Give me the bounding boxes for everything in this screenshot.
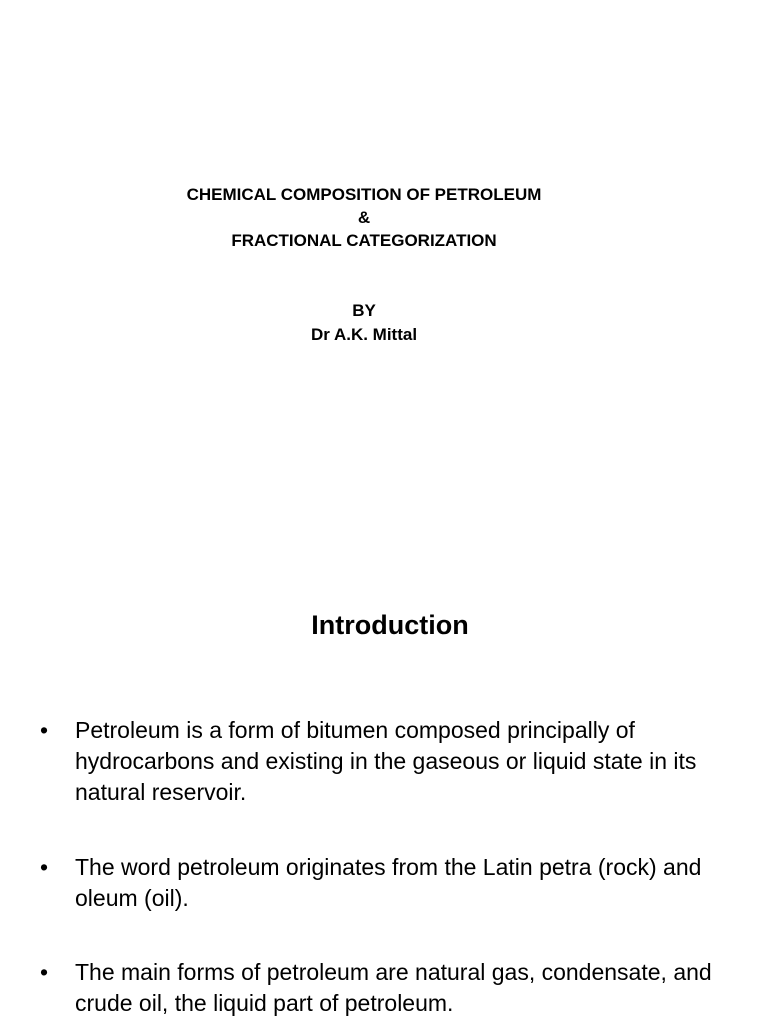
bullet-icon: • bbox=[40, 959, 49, 985]
document-title bbox=[0, 183, 728, 252]
author-block bbox=[0, 299, 728, 347]
section-heading: Introduction bbox=[311, 610, 469, 640]
bullet-text: Petroleum is a form of bitumen composed principally of hydrocarbons and existing in the gaseous or liquid state in its natural reservoir. bbox=[75, 717, 697, 805]
bullet-text: The main forms of petroleum are natural gas, condensate, and crude oil, the liquid part of petroleum. bbox=[75, 959, 712, 1016]
title-line-3: FRACTIONAL CATEGORIZATION bbox=[231, 231, 497, 250]
author-name: Dr A.K. Mittal bbox=[310, 325, 418, 344]
introduction-slide bbox=[0, 512, 768, 1024]
title-line-1: CHEMICAL COMPOSITION OF PETROLEUM bbox=[186, 185, 542, 204]
title-line-2: & bbox=[357, 208, 371, 227]
bullet-icon: • bbox=[40, 854, 49, 880]
by-label: BY bbox=[352, 301, 376, 320]
bullet-text: The word petroleum originates from the Latin petra (rock) and oleum (oil). bbox=[75, 854, 702, 911]
bullet-icon: • bbox=[40, 717, 49, 743]
